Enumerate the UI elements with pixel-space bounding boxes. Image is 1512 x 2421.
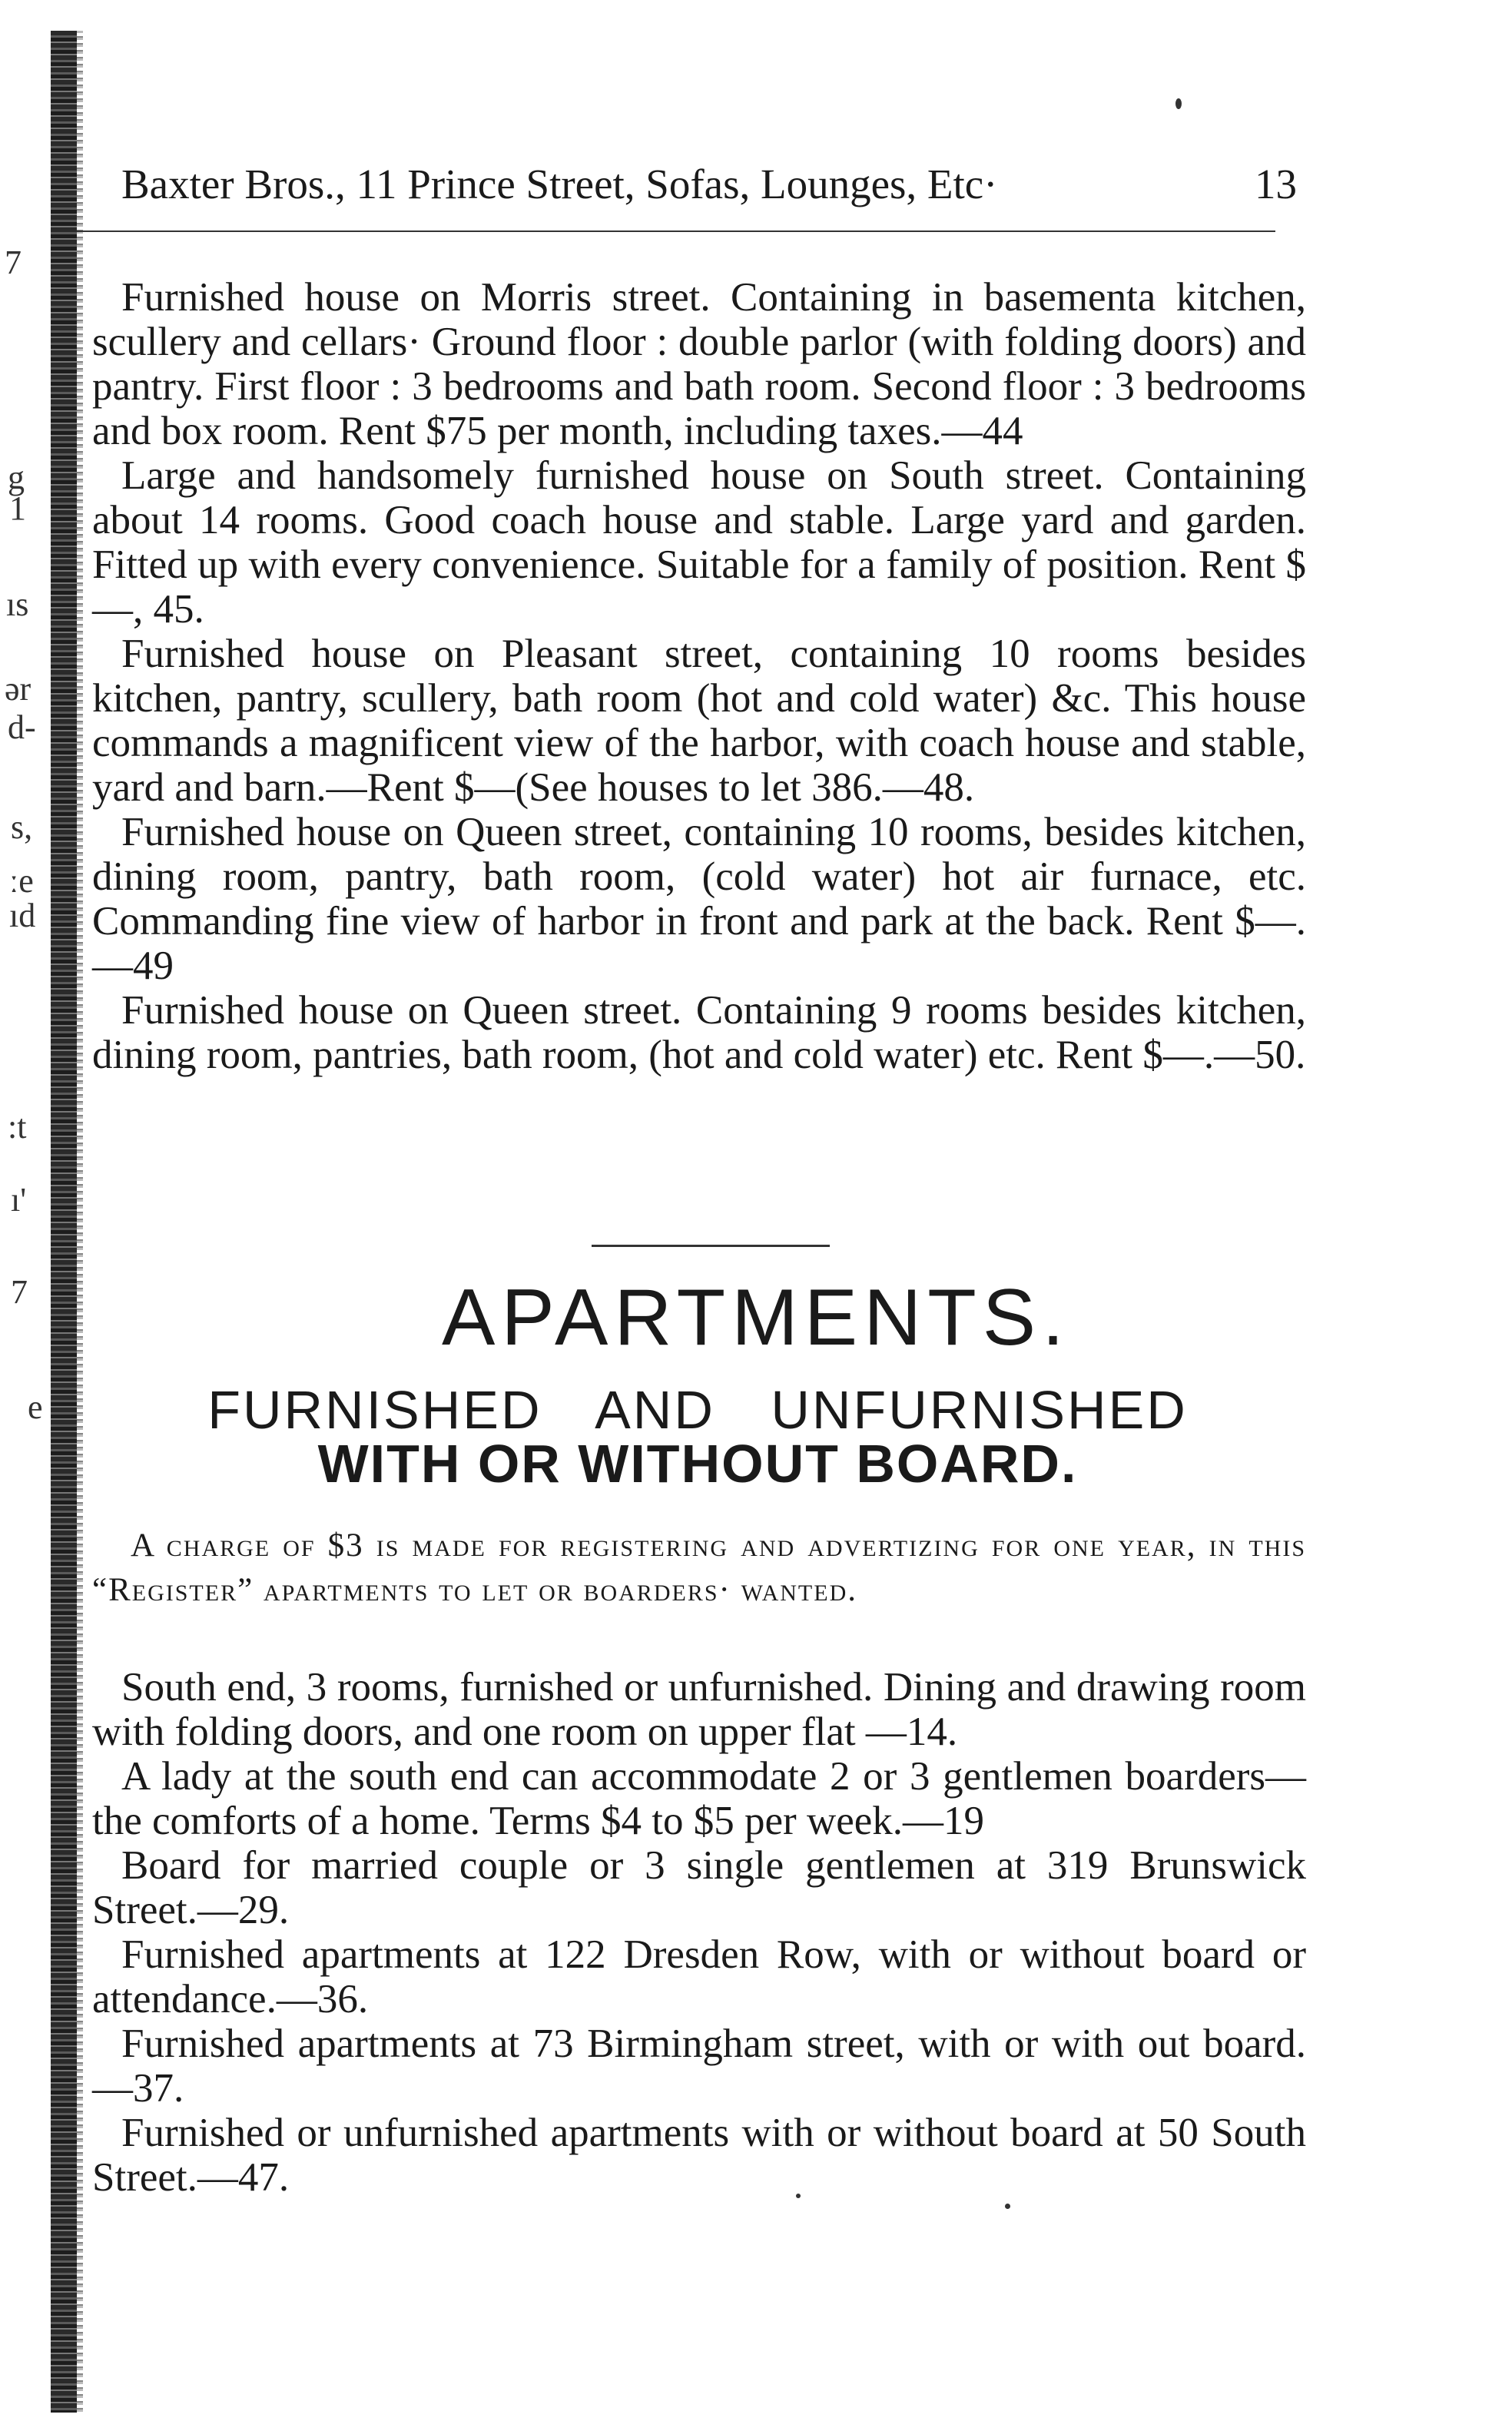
house-listing: Furnished house on Queen street. Containing 9 rooms besides kitchen, dining room, pantries, bath room, (hot and cold water) etc. Rent $—.—50.: [92, 988, 1306, 1077]
running-head-title: Baxter Bros., 11 Prince Street, Sofas, Lounges, Etc·: [121, 161, 998, 207]
header-rule: [77, 230, 1275, 232]
apartment-listing: Furnished apartments at 122 Dresden Row, with or without board or attendance.—36.: [92, 1932, 1306, 2021]
margin-fragment: :t: [8, 1108, 27, 1146]
margin-fragment: e: [28, 1388, 43, 1426]
section-subheading: FURNISHED AND UNFURNISHED: [207, 1380, 1188, 1440]
margin-fragment: ıs: [6, 585, 29, 623]
margin-fragment: ıd: [9, 897, 36, 934]
print-speck: [1175, 98, 1182, 109]
margin-fragment: ı': [11, 1181, 27, 1219]
apartment-listing: Furnished or unfurnished apartments with or without board at 50 South Street.—47.: [92, 2111, 1306, 2200]
margin-fragment: ːe: [9, 862, 34, 900]
margin-fragment: s,: [11, 808, 33, 846]
house-listing: Furnished house on Morris street. Containing in basementa kitchen, scullery and cellars· Ground floor : double parlor (with folding doors) and pantry. First floor : 3 bedrooms and bath room. Second floor : 3 bedrooms and box room. Rent $75 per month, including taxes.—44: [92, 275, 1306, 453]
apartment-listing: Board for married couple or 3 single gentlemen at 319 Brunswick Street.—29.: [92, 1843, 1306, 1932]
margin-fragment: 1: [9, 489, 26, 527]
binding-edge: [77, 31, 83, 2413]
margin-fragment: 7: [5, 244, 22, 281]
registration-notice: [92, 1524, 1306, 1613]
section-subheading: WITH OR WITHOUT BOARD.: [317, 1434, 1078, 1494]
print-speck: [1005, 2204, 1010, 2209]
house-listing: Furnished house on Pleasant street, containing 10 rooms besides kitchen, pantry, scullery, bath room (hot and cold water) &c. This house commands a magnificent view of the harbor, with coach house and stable, yard and barn.—Rent $—(See houses to let 386.—48.: [92, 632, 1306, 810]
house-listing: Large and handsomely furnished house on South street. Containing about 14 rooms. Good coach house and stable. Large yard and garden. Fitted up with every convenience. Suitable for a family of position. Rent $—, 45.: [92, 453, 1306, 632]
page-number: 13: [1255, 161, 1297, 207]
apartment-listing: South end, 3 rooms, furnished or unfurnished. Dining and drawing room with folding doors, and one room on upper flat —14.: [92, 1665, 1306, 1754]
apartment-listing: Furnished apartments at 73 Birmingham street, with or with out board.—37.: [92, 2021, 1306, 2111]
section-heading: APARTMENTS.: [441, 1273, 1071, 1362]
apartment-listing: A lady at the south end can accommodate 2 or 3 gentlemen boarders—the comforts of a home. Terms $4 to $5 per week.—19: [92, 1754, 1306, 1843]
margin-fragment: g: [8, 459, 25, 496]
apartment-listings: [92, 1665, 1306, 2200]
section-divider: [592, 1245, 830, 1247]
margin-fragment: ər: [5, 670, 32, 708]
notice-text: A charge of $3 is made for registering and advertizing for one year, in this “Register” apartments to let or boarders· wanted.: [92, 1527, 1306, 1608]
house-listings: [92, 275, 1306, 1077]
house-listing: Furnished house on Queen street, containing 10 rooms, besides kitchen, dining room, pantry, bath room, (cold water) hot air furnace, etc. Commanding fine view of harbor in front and park at the back. Rent $—.—49: [92, 810, 1306, 988]
binding-gutter: [51, 31, 78, 2413]
margin-fragment: d-: [8, 708, 36, 746]
margin-fragment: 7: [11, 1273, 28, 1311]
